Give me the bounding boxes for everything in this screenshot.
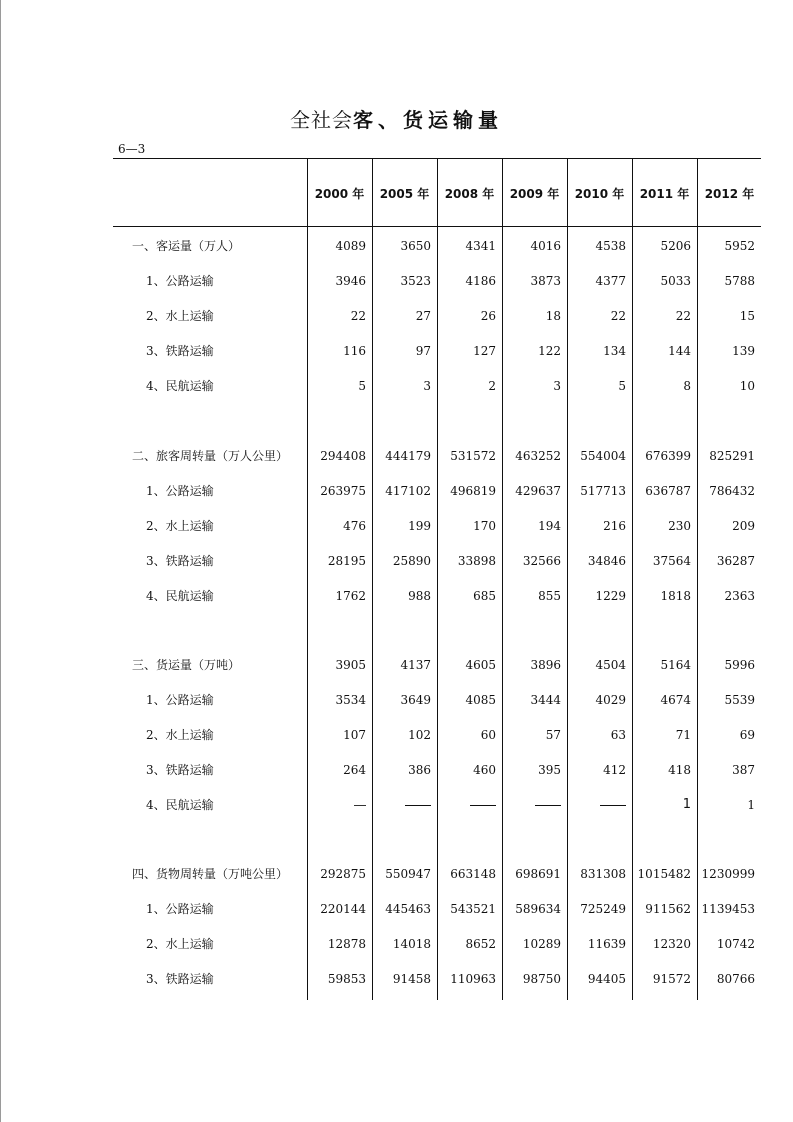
value-cell: 69 bbox=[739, 728, 755, 742]
section-label: 一、客运量（万人） bbox=[132, 239, 241, 253]
value-cell: 4341 bbox=[465, 239, 496, 253]
value-cell: 589634 bbox=[515, 902, 561, 916]
value-cell: 2 bbox=[488, 379, 496, 393]
value-cell: 263975 bbox=[320, 484, 366, 498]
item-row bbox=[113, 341, 761, 361]
value-cell: 725249 bbox=[580, 902, 626, 916]
item-label: 3、铁路运输 bbox=[146, 972, 214, 986]
value-cell: 3873 bbox=[530, 274, 561, 288]
value-cell: 57 bbox=[545, 728, 561, 742]
section-label: 三、货运量（万吨） bbox=[132, 658, 241, 672]
section-row bbox=[113, 655, 761, 675]
no-data-dash bbox=[600, 805, 626, 806]
value-cell: 139 bbox=[732, 344, 755, 358]
value-cell: 4089 bbox=[335, 239, 366, 253]
item-row bbox=[113, 376, 761, 396]
item-label: 4、民航运输 bbox=[146, 589, 214, 603]
value-cell: 496819 bbox=[450, 484, 496, 498]
item-label: 4、民航运输 bbox=[146, 798, 214, 812]
item-label: 3、铁路运输 bbox=[146, 763, 214, 777]
value-cell: 3534 bbox=[335, 693, 366, 707]
title-strong: 客、货运输量 bbox=[353, 108, 503, 132]
value-cell: 1015482 bbox=[637, 867, 691, 881]
value-cell: 230 bbox=[668, 519, 691, 533]
value-cell: 134 bbox=[603, 344, 626, 358]
value-cell: 550947 bbox=[385, 867, 431, 881]
item-label: 1、公路运输 bbox=[146, 693, 214, 707]
item-label: 4、民航运输 bbox=[146, 379, 214, 393]
item-row bbox=[113, 969, 761, 989]
value-cell: 4504 bbox=[595, 658, 626, 672]
value-cell: 14018 bbox=[392, 937, 431, 951]
value-cell: 11639 bbox=[587, 937, 626, 951]
year-header-2012: 2012 年 bbox=[704, 187, 755, 201]
value-cell: 34846 bbox=[587, 554, 626, 568]
value-cell: 8 bbox=[683, 379, 691, 393]
value-cell: 33898 bbox=[457, 554, 496, 568]
value-cell: 412 bbox=[603, 763, 626, 777]
value-cell: 685 bbox=[473, 589, 496, 603]
value-cell: 12320 bbox=[652, 937, 691, 951]
value-cell: 3946 bbox=[335, 274, 366, 288]
value-cell: 80766 bbox=[716, 972, 755, 986]
value-cell: 517713 bbox=[580, 484, 626, 498]
value-cell: 429637 bbox=[515, 484, 561, 498]
value-cell: 4674 bbox=[660, 693, 691, 707]
value-cell: 386 bbox=[408, 763, 431, 777]
value-cell: 122 bbox=[538, 344, 561, 358]
value-cell: 10742 bbox=[716, 937, 755, 951]
value-cell: 543521 bbox=[450, 902, 496, 916]
value-cell: 554004 bbox=[580, 449, 626, 463]
value-cell: 4605 bbox=[465, 658, 496, 672]
value-cell: 59853 bbox=[327, 972, 366, 986]
value-cell: 3896 bbox=[530, 658, 561, 672]
value-cell: 444179 bbox=[385, 449, 431, 463]
value-cell: 5164 bbox=[660, 658, 691, 672]
value-cell: 127 bbox=[473, 344, 496, 358]
no-data-dash bbox=[535, 805, 561, 806]
value-cell bbox=[376, 795, 431, 815]
item-row bbox=[113, 481, 761, 501]
year-header-2009: 2009 年 bbox=[509, 187, 560, 201]
table-code: 6—3 bbox=[118, 142, 146, 156]
value-cell: 445463 bbox=[385, 902, 431, 916]
value-cell: 292875 bbox=[320, 867, 366, 881]
value-cell: 460 bbox=[473, 763, 496, 777]
no-data-dash bbox=[470, 805, 496, 806]
value-cell: 107 bbox=[343, 728, 366, 742]
item-row bbox=[113, 551, 761, 571]
item-label: 3、铁路运输 bbox=[146, 344, 214, 358]
value-cell: 28195 bbox=[327, 554, 366, 568]
value-cell: 209 bbox=[732, 519, 755, 533]
value-cell: 3 bbox=[553, 379, 561, 393]
page-title bbox=[0, 104, 793, 133]
title-prefix: 全社会 bbox=[290, 108, 353, 132]
value-cell: 531572 bbox=[450, 449, 496, 463]
value-cell: 4538 bbox=[595, 239, 626, 253]
item-label: 2、水上运输 bbox=[146, 937, 214, 951]
value-cell: 1762 bbox=[335, 589, 366, 603]
value-cell: 3905 bbox=[335, 658, 366, 672]
section-row bbox=[113, 864, 761, 884]
value-cell: 4085 bbox=[465, 693, 496, 707]
value-cell: 3649 bbox=[400, 693, 431, 707]
value-cell: 855 bbox=[538, 589, 561, 603]
value-cell: 1 bbox=[682, 797, 691, 812]
value-cell: 831308 bbox=[580, 867, 626, 881]
year-header-2008: 2008 年 bbox=[444, 187, 495, 201]
value-cell: 3523 bbox=[400, 274, 431, 288]
value-cell: 4186 bbox=[465, 274, 496, 288]
value-cell: 22 bbox=[610, 309, 626, 323]
value-cell: 676399 bbox=[645, 449, 691, 463]
value-cell: 636787 bbox=[645, 484, 691, 498]
year-header-2005: 2005 年 bbox=[379, 187, 430, 201]
value-cell: 1229 bbox=[595, 589, 626, 603]
item-row bbox=[113, 795, 761, 815]
value-cell: 12878 bbox=[327, 937, 366, 951]
item-row bbox=[113, 690, 761, 710]
year-header-2011: 2011 年 bbox=[639, 187, 690, 201]
section-label: 四、货物周转量（万吨公里） bbox=[132, 867, 289, 881]
value-cell: 27 bbox=[415, 309, 431, 323]
value-cell: 786432 bbox=[709, 484, 755, 498]
value-cell: 63 bbox=[610, 728, 626, 742]
value-cell: 698691 bbox=[515, 867, 561, 881]
value-cell: 3650 bbox=[400, 239, 431, 253]
value-cell: 3444 bbox=[530, 693, 561, 707]
no-data-dash bbox=[354, 805, 366, 806]
value-cell: 825291 bbox=[709, 449, 755, 463]
value-cell: 2363 bbox=[724, 589, 755, 603]
value-cell: 417102 bbox=[385, 484, 431, 498]
value-cell: 5996 bbox=[724, 658, 755, 672]
value-cell: 5033 bbox=[660, 274, 691, 288]
value-cell: 1230999 bbox=[701, 867, 755, 881]
section-label: 二、旅客周转量（万人公里） bbox=[132, 449, 289, 463]
value-cell: 220144 bbox=[320, 902, 366, 916]
value-cell: 15 bbox=[739, 309, 755, 323]
section-row bbox=[113, 236, 761, 256]
value-cell bbox=[441, 795, 496, 815]
item-row bbox=[113, 306, 761, 326]
value-cell: 71 bbox=[675, 728, 691, 742]
value-cell: 26 bbox=[480, 309, 496, 323]
value-cell: 10 bbox=[739, 379, 755, 393]
item-row bbox=[113, 725, 761, 745]
value-cell: 170 bbox=[473, 519, 496, 533]
value-cell: 37564 bbox=[652, 554, 691, 568]
value-cell: 216 bbox=[603, 519, 626, 533]
year-header-2000: 2000 年 bbox=[314, 187, 365, 201]
value-cell: 94405 bbox=[587, 972, 626, 986]
value-cell: 199 bbox=[408, 519, 431, 533]
value-cell: 10289 bbox=[522, 937, 561, 951]
item-label: 1、公路运输 bbox=[146, 484, 214, 498]
value-cell: 5 bbox=[358, 379, 366, 393]
value-cell: 25890 bbox=[392, 554, 431, 568]
value-cell: 5952 bbox=[724, 239, 755, 253]
value-cell: 144 bbox=[668, 344, 691, 358]
value-cell: 264 bbox=[343, 763, 366, 777]
value-cell: 5788 bbox=[724, 274, 755, 288]
value-cell bbox=[506, 795, 561, 815]
item-row bbox=[113, 934, 761, 954]
section-row bbox=[113, 446, 761, 466]
transport-volume-table bbox=[113, 158, 761, 1000]
value-cell: 22 bbox=[675, 309, 691, 323]
value-cell bbox=[571, 795, 626, 815]
item-label: 2、水上运输 bbox=[146, 309, 214, 323]
item-label: 2、水上运输 bbox=[146, 519, 214, 533]
no-data-dash bbox=[405, 805, 431, 806]
value-cell: 91458 bbox=[392, 972, 431, 986]
value-cell: 418 bbox=[668, 763, 691, 777]
item-row bbox=[113, 760, 761, 780]
item-label: 2、水上运输 bbox=[146, 728, 214, 742]
value-cell: 988 bbox=[408, 589, 431, 603]
value-cell: 60 bbox=[480, 728, 496, 742]
item-label: 3、铁路运输 bbox=[146, 554, 214, 568]
value-cell: 4016 bbox=[530, 239, 561, 253]
value-cell: 5539 bbox=[724, 693, 755, 707]
item-row bbox=[113, 271, 761, 291]
item-row bbox=[113, 516, 761, 536]
item-label: 1、公路运输 bbox=[146, 902, 214, 916]
value-cell: 5 bbox=[618, 379, 626, 393]
value-cell: 18 bbox=[545, 309, 561, 323]
year-header-2010: 2010 年 bbox=[574, 187, 625, 201]
value-cell: 294408 bbox=[320, 449, 366, 463]
value-cell: 91572 bbox=[652, 972, 691, 986]
page-left-border bbox=[0, 0, 1, 1122]
value-cell: 4377 bbox=[595, 274, 626, 288]
value-cell: 1139453 bbox=[701, 902, 755, 916]
value-cell: 4029 bbox=[595, 693, 626, 707]
value-cell: 3 bbox=[423, 379, 431, 393]
value-cell: 32566 bbox=[522, 554, 561, 568]
value-cell: 194 bbox=[538, 519, 561, 533]
value-cell: 1818 bbox=[660, 589, 691, 603]
value-cell: 387 bbox=[732, 763, 755, 777]
value-cell: 102 bbox=[408, 728, 431, 742]
value-cell: 476 bbox=[343, 519, 366, 533]
value-cell: 97 bbox=[415, 344, 431, 358]
value-cell: 110963 bbox=[450, 972, 496, 986]
value-cell: 36287 bbox=[716, 554, 755, 568]
value-cell: 663148 bbox=[450, 867, 496, 881]
value-cell: 4137 bbox=[400, 658, 431, 672]
value-cell: 22 bbox=[350, 309, 366, 323]
value-cell: 116 bbox=[343, 344, 366, 358]
value-cell: 463252 bbox=[515, 449, 561, 463]
value-cell: 98750 bbox=[522, 972, 561, 986]
value-cell: 5206 bbox=[660, 239, 691, 253]
value-cell: 395 bbox=[538, 763, 561, 777]
item-label: 1、公路运输 bbox=[146, 274, 214, 288]
value-cell bbox=[311, 795, 366, 815]
item-row bbox=[113, 899, 761, 919]
item-row bbox=[113, 586, 761, 606]
value-cell: 1 bbox=[747, 798, 755, 812]
value-cell: 911562 bbox=[645, 902, 691, 916]
value-cell: 8652 bbox=[465, 937, 496, 951]
